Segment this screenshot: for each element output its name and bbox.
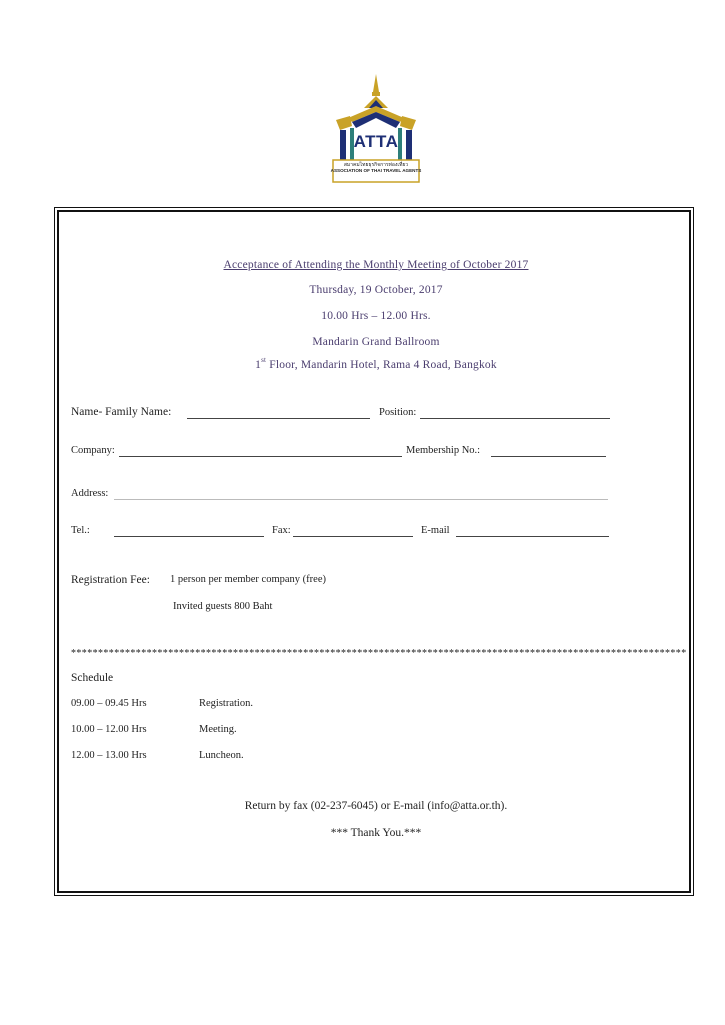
form-frame	[57, 210, 691, 893]
address-label: Address:	[71, 488, 109, 499]
schedule-heading: Schedule	[71, 672, 114, 684]
schedule-event: Luncheon.	[199, 750, 244, 761]
email-field[interactable]	[456, 536, 609, 537]
registration-fee-guest: Invited guests 800 Baht	[173, 601, 273, 612]
atta-logo	[330, 72, 422, 184]
form-title: Acceptance of Attending the Monthly Meeting of October 2017	[223, 259, 529, 271]
fax-field[interactable]	[293, 536, 413, 537]
address-rest: Floor, Mandarin Hotel, Rama 4 Road, Bangkok	[266, 359, 497, 371]
tel-field[interactable]	[114, 536, 264, 537]
membership-field[interactable]	[491, 456, 606, 457]
schedule-time: 09.00 – 09.45 Hrs	[71, 698, 147, 709]
registration-fee-label: Registration Fee:	[71, 574, 150, 586]
company-label: Company:	[71, 445, 115, 456]
logo-english-name: ASSOCIATION OF THAI TRAVEL AGENTS	[330, 168, 422, 173]
position-field[interactable]	[420, 418, 610, 419]
fax-label: Fax:	[272, 525, 291, 536]
star-separator: ******************************************************************************************************************	[71, 648, 687, 659]
meeting-time: 10.00 Hrs – 12.00 Hrs.	[321, 310, 431, 322]
registration-fee-member: 1 person per member company (free)	[170, 574, 326, 585]
meeting-venue: Mandarin Grand Ballroom	[312, 336, 440, 348]
meeting-date: Thursday, 19 October, 2017	[309, 284, 443, 296]
schedule-event: Meeting.	[199, 724, 237, 735]
membership-label: Membership No.:	[406, 445, 481, 456]
name-field[interactable]	[187, 418, 370, 419]
address-floor: 1	[255, 359, 262, 371]
schedule-time: 12.00 – 13.00 Hrs	[71, 750, 147, 761]
thank-you-note: *** Thank You.***	[330, 827, 422, 839]
logo-title: ATTA	[353, 132, 399, 151]
company-field[interactable]	[119, 456, 402, 457]
email-label: E-mail	[421, 525, 450, 536]
address-field[interactable]	[114, 499, 608, 500]
schedule-event: Registration.	[199, 698, 253, 709]
name-label: Name- Family Name:	[71, 406, 172, 418]
return-instructions: Return by fax (02-237-6045) or E-mail (info@atta.or.th).	[244, 800, 508, 812]
schedule-time: 10.00 – 12.00 Hrs	[71, 724, 147, 735]
position-label: Position:	[379, 407, 417, 418]
meeting-address	[59, 356, 693, 371]
address-floor-suffix: st	[261, 356, 267, 364]
tel-label: Tel.:	[71, 525, 90, 536]
logo-thai-name: สมาคมไทยธุรกิจการท่องเที่ยว	[343, 162, 409, 168]
